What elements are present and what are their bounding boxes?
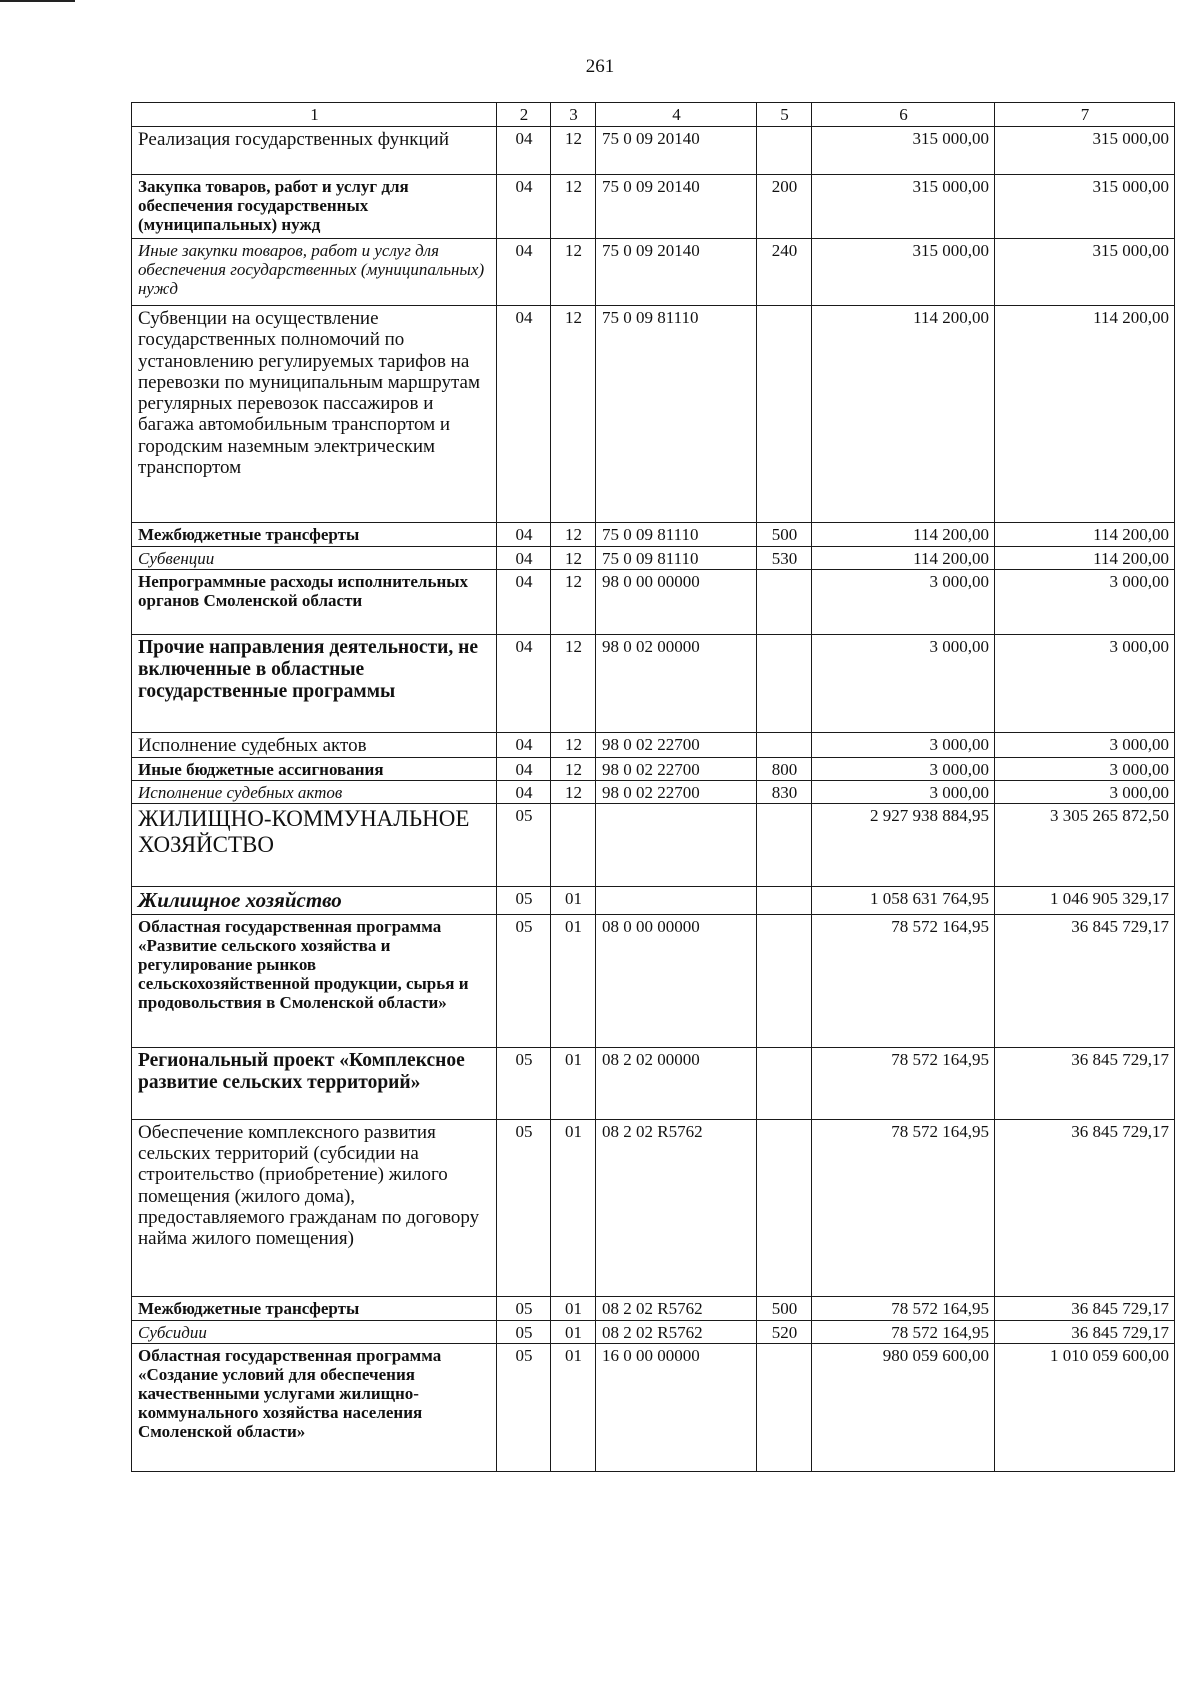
- row-amount-year-2: 114 200,00: [995, 306, 1175, 523]
- row-target-article: [596, 887, 757, 915]
- row-amount-year-1: 2 927 938 884,95: [812, 804, 995, 887]
- row-target-article: 16 0 00 00000: [596, 1343, 757, 1471]
- row-amount-year-2: 3 305 265 872,50: [995, 804, 1175, 887]
- row-amount-year-1: 315 000,00: [812, 127, 995, 175]
- row-target-article: 08 2 02 R5762: [596, 1296, 757, 1320]
- table-row: [132, 239, 1175, 306]
- row-amount-year-1: 980 059 600,00: [812, 1343, 995, 1471]
- row-name: Прочие направления деятельности, не включенные в областные государственные программы: [132, 635, 497, 733]
- row-amount-year-2: 3 000,00: [995, 758, 1175, 781]
- row-subsection-code: 01: [551, 1296, 596, 1320]
- row-subsection-code: 01: [551, 887, 596, 915]
- row-name: Исполнение судебных актов: [132, 733, 497, 758]
- table-row: [132, 914, 1175, 1047]
- column-header: 6: [812, 103, 995, 127]
- row-name: Непрограммные расходы исполнительных органов Смоленской области: [132, 570, 497, 635]
- row-amount-year-1: 3 000,00: [812, 635, 995, 733]
- row-name: Иные закупки товаров, работ и услуг для обеспечения государственных (муниципальных) нужд: [132, 239, 497, 306]
- row-expense-type: [757, 1047, 812, 1119]
- row-amount-year-2: 3 000,00: [995, 781, 1175, 804]
- row-subsection-code: 12: [551, 635, 596, 733]
- row-target-article: 98 0 00 00000: [596, 570, 757, 635]
- row-expense-type: 520: [757, 1320, 812, 1343]
- row-section-code: 04: [497, 547, 551, 570]
- row-subsection-code: 01: [551, 914, 596, 1047]
- row-amount-year-1: 78 572 164,95: [812, 1047, 995, 1119]
- row-subsection-code: 01: [551, 1320, 596, 1343]
- row-section-code: 05: [497, 1119, 551, 1296]
- row-subsection-code: 12: [551, 239, 596, 306]
- column-header: 3: [551, 103, 596, 127]
- row-subsection-code: [551, 804, 596, 887]
- row-amount-year-1: 315 000,00: [812, 175, 995, 239]
- row-amount-year-2: 114 200,00: [995, 523, 1175, 547]
- row-name: Иные бюджетные ассигнования: [132, 758, 497, 781]
- row-expense-type: [757, 570, 812, 635]
- row-amount-year-2: 315 000,00: [995, 175, 1175, 239]
- row-expense-type: [757, 635, 812, 733]
- column-header: 5: [757, 103, 812, 127]
- row-amount-year-1: 315 000,00: [812, 239, 995, 306]
- row-amount-year-1: 3 000,00: [812, 758, 995, 781]
- row-target-article: 75 0 09 20140: [596, 127, 757, 175]
- row-amount-year-2: 315 000,00: [995, 127, 1175, 175]
- row-section-code: 04: [497, 781, 551, 804]
- row-subsection-code: 12: [551, 306, 596, 523]
- row-section-code: 04: [497, 127, 551, 175]
- row-section-code: 04: [497, 733, 551, 758]
- row-expense-type: [757, 1119, 812, 1296]
- row-amount-year-1: 114 200,00: [812, 547, 995, 570]
- row-amount-year-2: 36 845 729,17: [995, 914, 1175, 1047]
- row-target-article: 08 0 00 00000: [596, 914, 757, 1047]
- row-expense-type: [757, 733, 812, 758]
- row-name: Областная государственная программа «Развитие сельского хозяйства и регулирование рынков сельскохозяйственной продукции, сырья и продовольствия в Смоленской области»: [132, 914, 497, 1047]
- budget-table: [131, 102, 1175, 1472]
- row-expense-type: 830: [757, 781, 812, 804]
- row-amount-year-1: 3 000,00: [812, 781, 995, 804]
- row-section-code: 04: [497, 175, 551, 239]
- row-subsection-code: 12: [551, 127, 596, 175]
- column-header: 4: [596, 103, 757, 127]
- table-row: [132, 547, 1175, 570]
- table-row: [132, 887, 1175, 915]
- table-row: [132, 733, 1175, 758]
- row-subsection-code: 12: [551, 733, 596, 758]
- row-amount-year-2: 114 200,00: [995, 547, 1175, 570]
- row-target-article: 75 0 09 81110: [596, 306, 757, 523]
- row-expense-type: 500: [757, 523, 812, 547]
- row-amount-year-2: 36 845 729,17: [995, 1047, 1175, 1119]
- row-name: ЖИЛИЩНО-КОММУНАЛЬНОЕ ХОЗЯЙСТВО: [132, 804, 497, 887]
- table-row: [132, 1320, 1175, 1343]
- table-row: [132, 570, 1175, 635]
- row-amount-year-1: 78 572 164,95: [812, 1119, 995, 1296]
- row-target-article: 75 0 09 20140: [596, 239, 757, 306]
- row-section-code: 04: [497, 635, 551, 733]
- row-expense-type: 530: [757, 547, 812, 570]
- row-subsection-code: 12: [551, 547, 596, 570]
- table-row: [132, 804, 1175, 887]
- column-header: 1: [132, 103, 497, 127]
- scan-edge-mark: [0, 0, 75, 2]
- row-amount-year-2: 36 845 729,17: [995, 1320, 1175, 1343]
- row-name: Областная государственная программа «Создание условий для обеспечения качественными услугами жилищно-коммунального хозяйства населения Смоленской области»: [132, 1343, 497, 1471]
- row-expense-type: [757, 804, 812, 887]
- row-amount-year-2: 315 000,00: [995, 239, 1175, 306]
- row-section-code: 05: [497, 1343, 551, 1471]
- table-row: [132, 781, 1175, 804]
- row-section-code: 05: [497, 1320, 551, 1343]
- row-amount-year-1: 1 058 631 764,95: [812, 887, 995, 915]
- row-target-article: 98 0 02 00000: [596, 635, 757, 733]
- row-expense-type: 500: [757, 1296, 812, 1320]
- row-name: Субвенции на осуществление государственных полномочий по установлению регулируемых тарифов на перевозки по муниципальным маршрутам регулярных перевозок пассажиров и багажа автомобильным транспортом и городским наземным электрическим транспортом: [132, 306, 497, 523]
- row-target-article: 08 2 02 R5762: [596, 1320, 757, 1343]
- row-section-code: 04: [497, 239, 551, 306]
- row-section-code: 05: [497, 1047, 551, 1119]
- row-amount-year-2: 36 845 729,17: [995, 1119, 1175, 1296]
- page-number: 261: [585, 56, 615, 77]
- table-row: [132, 1119, 1175, 1296]
- row-subsection-code: 12: [551, 523, 596, 547]
- row-expense-type: 200: [757, 175, 812, 239]
- row-amount-year-2: 3 000,00: [995, 570, 1175, 635]
- row-target-article: 75 0 09 81110: [596, 547, 757, 570]
- row-name: Субвенции: [132, 547, 497, 570]
- row-name: Межбюджетные трансферты: [132, 1296, 497, 1320]
- table-row: [132, 1296, 1175, 1320]
- table-row: [132, 127, 1175, 175]
- row-amount-year-2: 1 010 059 600,00: [995, 1343, 1175, 1471]
- row-expense-type: [757, 127, 812, 175]
- row-name: Исполнение судебных актов: [132, 781, 497, 804]
- column-header: 7: [995, 103, 1175, 127]
- row-amount-year-1: 3 000,00: [812, 570, 995, 635]
- table-header-row: [132, 103, 1175, 127]
- row-amount-year-1: 78 572 164,95: [812, 914, 995, 1047]
- row-amount-year-1: 78 572 164,95: [812, 1320, 995, 1343]
- row-name: Субсидии: [132, 1320, 497, 1343]
- table-row: [132, 758, 1175, 781]
- table-row: [132, 175, 1175, 239]
- row-amount-year-1: 78 572 164,95: [812, 1296, 995, 1320]
- row-subsection-code: 01: [551, 1343, 596, 1471]
- row-amount-year-2: 3 000,00: [995, 635, 1175, 733]
- row-section-code: 05: [497, 804, 551, 887]
- row-name: Реализация государственных функций: [132, 127, 497, 175]
- row-section-code: 04: [497, 758, 551, 781]
- row-expense-type: [757, 306, 812, 523]
- row-section-code: 05: [497, 914, 551, 1047]
- row-section-code: 04: [497, 570, 551, 635]
- row-subsection-code: 12: [551, 758, 596, 781]
- row-subsection-code: 12: [551, 781, 596, 804]
- row-subsection-code: 12: [551, 175, 596, 239]
- row-target-article: 75 0 09 81110: [596, 523, 757, 547]
- row-amount-year-2: 1 046 905 329,17: [995, 887, 1175, 915]
- row-expense-type: [757, 887, 812, 915]
- row-target-article: 98 0 02 22700: [596, 781, 757, 804]
- row-section-code: 04: [497, 523, 551, 547]
- table-row: [132, 523, 1175, 547]
- row-subsection-code: 12: [551, 570, 596, 635]
- row-subsection-code: 01: [551, 1119, 596, 1296]
- row-name: Жилищное хозяйство: [132, 887, 497, 915]
- table-row: [132, 1343, 1175, 1471]
- row-amount-year-1: 3 000,00: [812, 733, 995, 758]
- row-target-article: 98 0 02 22700: [596, 733, 757, 758]
- row-section-code: 05: [497, 887, 551, 915]
- row-name: Обеспечение комплексного развития сельских территорий (субсидии на строительство (приобретение) жилого помещения (жилого дома), предоставляемого гражданам по договору найма жилого помещения): [132, 1119, 497, 1296]
- row-name: Закупка товаров, работ и услуг для обеспечения государственных (муниципальных) нужд: [132, 175, 497, 239]
- row-amount-year-1: 114 200,00: [812, 306, 995, 523]
- table-row: [132, 1047, 1175, 1119]
- row-section-code: 05: [497, 1296, 551, 1320]
- table-row: [132, 306, 1175, 523]
- row-amount-year-1: 114 200,00: [812, 523, 995, 547]
- row-name: Региональный проект «Комплексное развитие сельских территорий»: [132, 1047, 497, 1119]
- row-expense-type: [757, 914, 812, 1047]
- table-body: [132, 103, 1175, 1472]
- row-target-article: 08 2 02 00000: [596, 1047, 757, 1119]
- table-row: [132, 635, 1175, 733]
- row-target-article: 98 0 02 22700: [596, 758, 757, 781]
- row-expense-type: 800: [757, 758, 812, 781]
- row-target-article: 75 0 09 20140: [596, 175, 757, 239]
- row-amount-year-2: 36 845 729,17: [995, 1296, 1175, 1320]
- column-header: 2: [497, 103, 551, 127]
- row-subsection-code: 01: [551, 1047, 596, 1119]
- row-amount-year-2: 3 000,00: [995, 733, 1175, 758]
- row-expense-type: 240: [757, 239, 812, 306]
- row-section-code: 04: [497, 306, 551, 523]
- row-target-article: [596, 804, 757, 887]
- row-name: Межбюджетные трансферты: [132, 523, 497, 547]
- row-expense-type: [757, 1343, 812, 1471]
- row-target-article: 08 2 02 R5762: [596, 1119, 757, 1296]
